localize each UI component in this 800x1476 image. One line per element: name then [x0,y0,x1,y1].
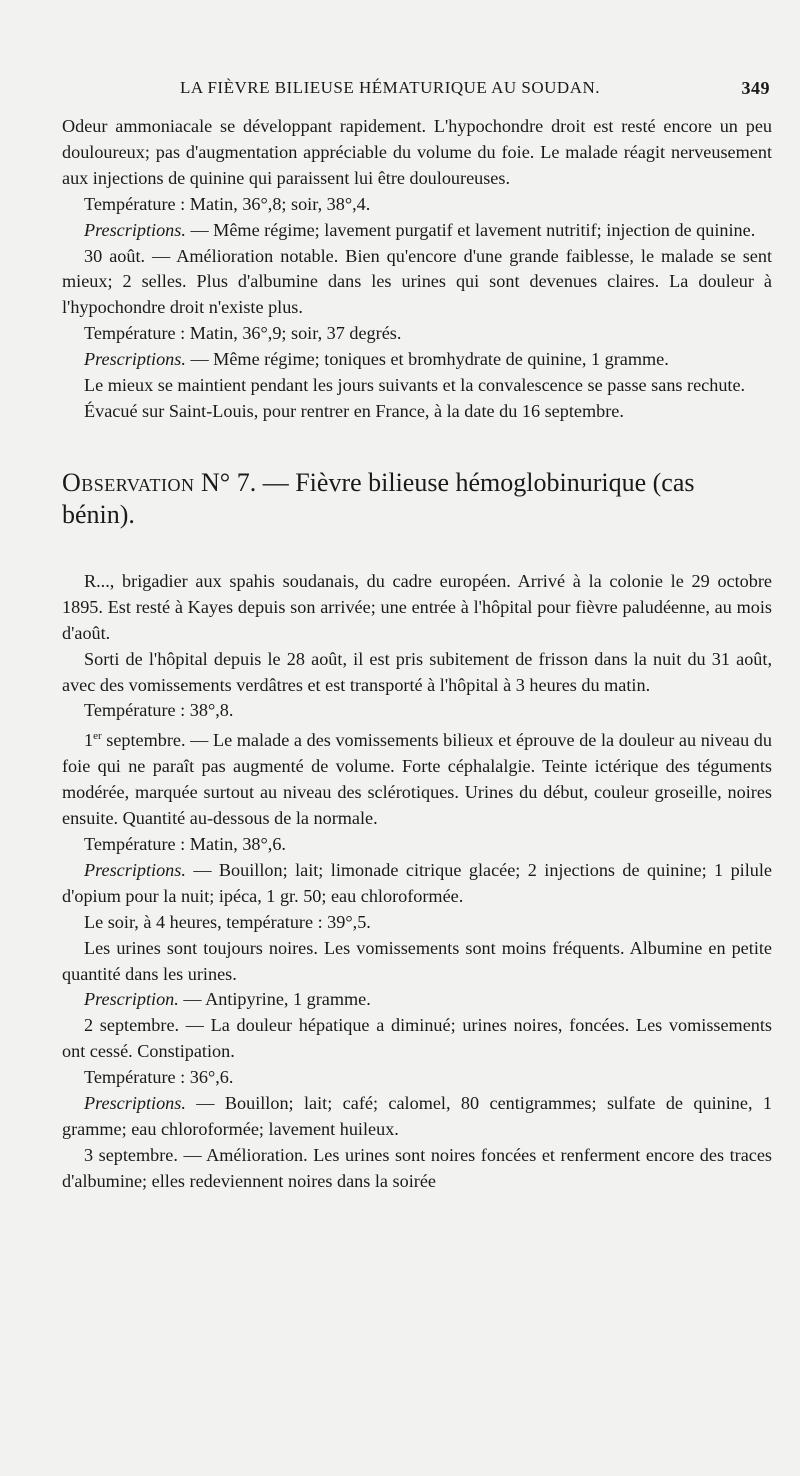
paragraph: 30 août. — Amélioration notable. Bien qu'encore d'une grande faiblesse, le malade se sent mieux; 2 selles. Plus d'albumine dans les urines qui sont devenues claires. La douleur à l'hypochondre droit n'existe plus. [62,245,772,318]
paragraph: Température : Matin, 38°,6. [84,834,286,854]
paragraph: Les urines sont toujours noires. Les vomissements sont moins fréquents. Albumine en petite quantité dans les urines. [62,937,772,984]
paragraph: Prescriptions. — Bouillon; lait; café; calomel, 80 centigrammes; sulfate de quinine, 1 gramme; eau chloroformée; lavement huileux. [62,1093,772,1139]
paragraph: Prescriptions. — Même régime; toniques et bromhydrate de quinine, 1 gramme. [84,349,669,370]
observation-prefix: Observation [62,467,195,497]
paragraph: Le soir, à 4 heures, température : 39°,5. [84,911,371,932]
observation-number: N° 7. [201,467,257,497]
paragraph: 2 septembre. — La douleur hépatique a diminué; urines noires, foncées. Les vomissements ont cessé. Constipation. [62,1015,772,1062]
running-title: LA FIÈVRE BILIEUSE HÉMATURIQUE AU SOUDAN. [180,78,600,97]
page-body [62,114,772,1195]
running-header [180,78,770,108]
paragraph: Température : Matin, 36°,9; soir, 37 degrés. [84,323,402,344]
paragraph: Prescriptions. — Même régime; lavement purgatif et lavement nutritif; injection de quinine. [84,219,756,240]
paragraph: R..., brigadier aux spahis soudanais, du cadre européen. Arrivé à la colonie le 29 octobre 1895. Est resté à Kayes depuis son arrivée; une entrée à l'hôpital pour fièvre paludéenne, au mois d'août. [62,570,772,643]
paragraph: Prescriptions. — Bouillon; lait; limonade citrique glacée; 2 injections de quinine; 1 pilule d'opium pour la nuit; ipéca, 1 gr. 50; eau chloroformée. [62,859,772,906]
paragraph: Le mieux se maintient pendant les jours suivants et la convalescence se passe sans rechute. [84,375,746,396]
prescription-label: Prescription. [84,989,179,1010]
paragraph: Odeur ammoniacale se développant rapidement. L'hypochondre droit est resté encore un peu douloureux; pas d'augmentation appréciable du volume du foie. Le malade réagit nerveusement aux injections de quinine qui paraissent lui être douloureuses. [62,116,772,188]
paragraph: Évacué sur Saint-Louis, pour rentrer en France, à la date du 16 septembre. [84,400,624,421]
paragraph: Prescription. — Antipyrine, 1 gramme. [84,989,371,1010]
page-number: 349 [741,78,770,98]
paragraph: 3 septembre. — Amélioration. Les urines sont noires foncées et renferment encore des traces d'albumine; elles redeviennent noires dans la soirée [62,1144,772,1191]
paragraph: Température : 38°,8. [84,700,234,721]
prescription-label: Prescriptions. [84,349,186,370]
paragraph: Température : 36°,6. [84,1067,234,1088]
prescription-label: Prescriptions. [84,859,186,880]
paragraph: Température : Matin, 36°,8; soir, 38°,4. [84,193,371,214]
observation-heading [62,467,772,531]
prescription-label: Prescriptions. [84,1093,186,1114]
paragraph: Sorti de l'hôpital depuis le 28 août, il est pris subitement de frisson dans la nuit du 31 août, avec des vomissements verdâtres et est transporté à l'hôpital à 3 heures du matin. [62,648,772,695]
observation-title: — Fièvre bilieuse hémoglobinurique (cas bénin). [62,467,695,529]
paragraph: 1er septembre. — Le malade a des vomissements bilieux et éprouve de la douleur au niveau du foie qui ne paraît pas augmenté de volume. Forte céphalalgie. Teinte ictérique des téguments modérée, marquée surtout au niveau des sclérotiques. Urines du début, couleur groseille, noires ensuite. Quantité au-dessous de la normale. [62,730,772,829]
prescription-label: Prescriptions. [84,219,186,240]
